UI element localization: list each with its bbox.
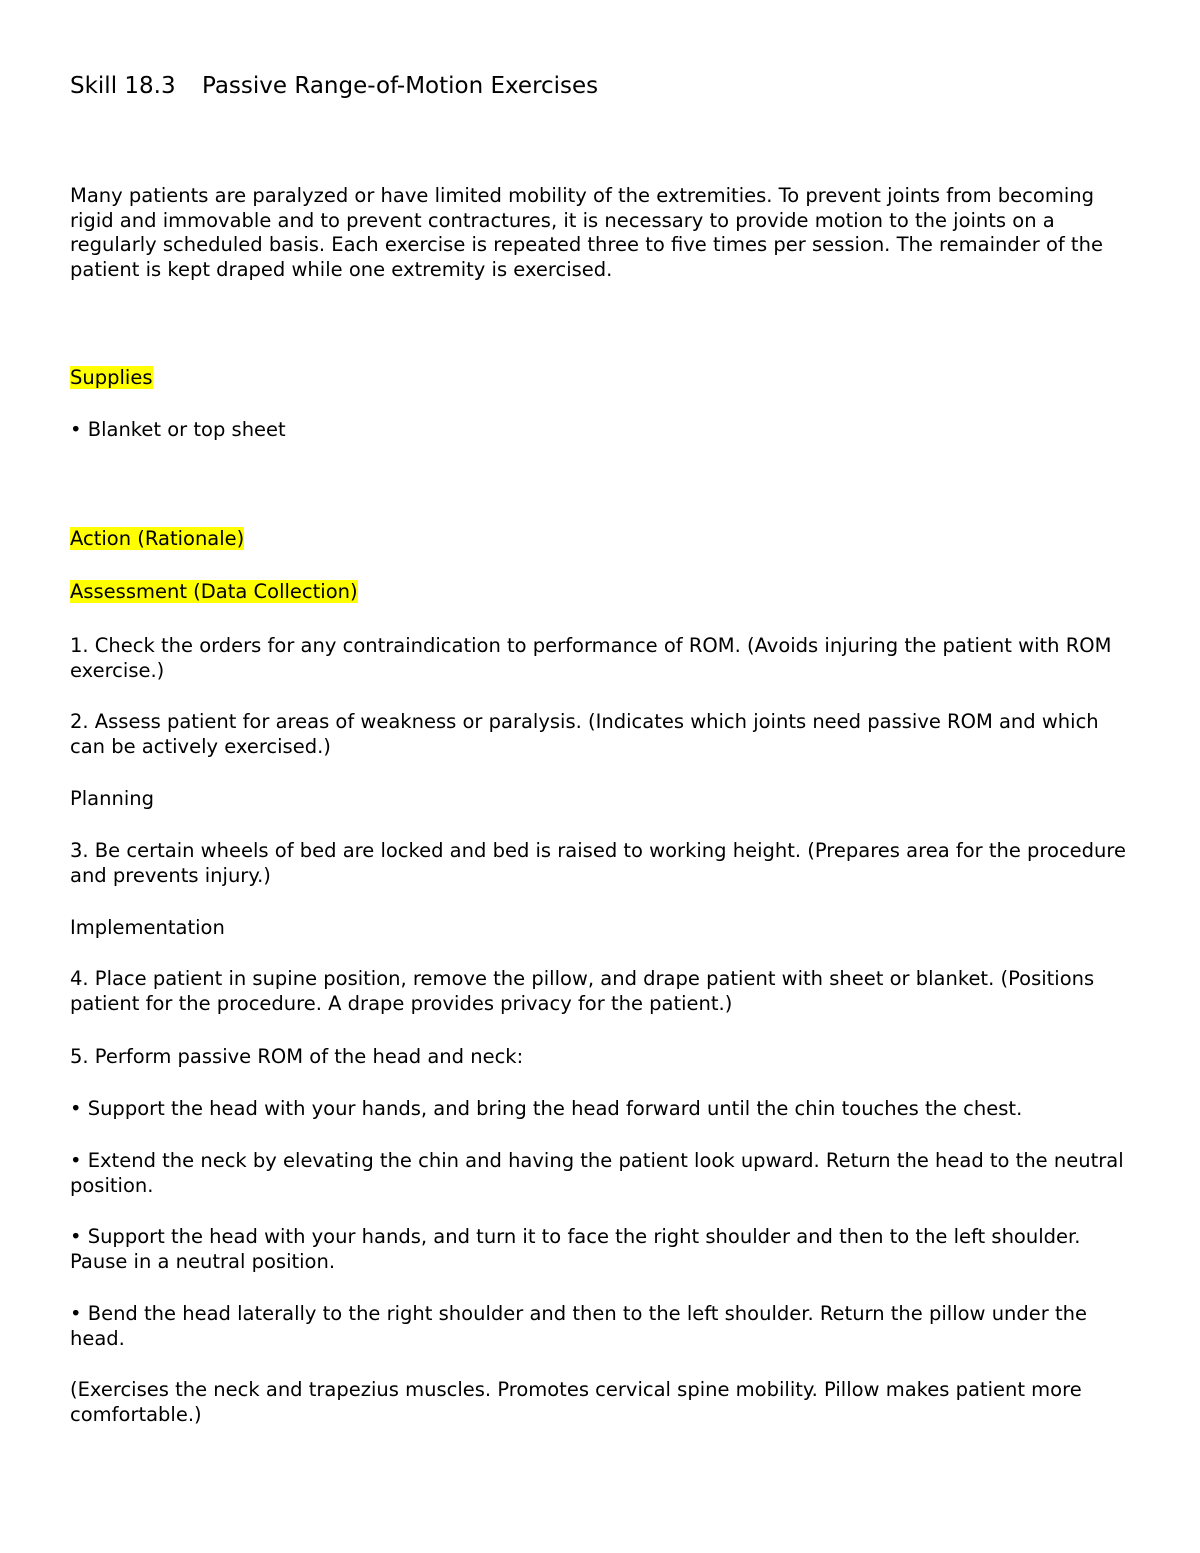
step-4: 4. Place patient in supine position, remove the pillow, and drape patient with sheet or blanket. (Positions patient for the procedure. A drape provides privacy for the patient.) [70, 967, 1095, 1015]
step-1: 1. Check the orders for any contraindication to performance of ROM. (Avoids injuring the patient with ROM exercise.) [70, 634, 1112, 682]
step-5-bullet: • Support the head with your hands, and turn it to face the right shoulder and then to the left shoulder. Pause in a neutral position. [70, 1225, 1081, 1273]
step-3: 3. Be certain wheels of bed are locked and bed is raised to working height. (Prepares area for the procedure and prevents injury.) [70, 839, 1126, 887]
step-5-bullet: • Bend the head laterally to the right shoulder and then to the left shoulder. Return the pillow under the head. [70, 1302, 1087, 1350]
step-5-bullet: • Support the head with your hands, and bring the head forward until the chin touches the chest. [70, 1097, 1023, 1120]
skill-number: Skill 18.3 [70, 73, 176, 99]
supplies-heading-text: Supplies [70, 366, 153, 389]
skill-name: Passive Range-of-Motion Exercises [202, 73, 599, 99]
step-5: 5. Perform passive ROM of the head and neck: [70, 1045, 524, 1068]
document-title [70, 72, 598, 100]
implementation-heading: Implementation [70, 916, 225, 939]
supplies-item: • Blanket or top sheet [70, 418, 286, 441]
planning-heading: Planning [70, 787, 154, 810]
assessment-heading [70, 580, 1130, 605]
action-heading [70, 527, 1130, 552]
supplies-heading [70, 366, 1130, 391]
intro-paragraph: Many patients are paralyzed or have limited mobility of the extremities. To prevent joints from becoming rigid and immovable and to prevent contractures, it is necessary to provide motion to the joints on a regularly scheduled basis. Each exercise is repeated three to five times per session. The remainder of the patient is kept draped while one extremity is exercised. [70, 184, 1103, 281]
step-5-bullet: • Extend the neck by elevating the chin and having the patient look upward. Return the head to the neutral position. [70, 1149, 1124, 1197]
assessment-heading-text: Assessment (Data Collection) [70, 580, 358, 603]
action-heading-text: Action (Rationale) [70, 527, 245, 550]
step-5-rationale: (Exercises the neck and trapezius muscles. Promotes cervical spine mobility. Pillow makes patient more comfortable.) [70, 1378, 1082, 1426]
step-2: 2. Assess patient for areas of weakness or paralysis. (Indicates which joints need passive ROM and which can be actively exercised.) [70, 710, 1099, 758]
